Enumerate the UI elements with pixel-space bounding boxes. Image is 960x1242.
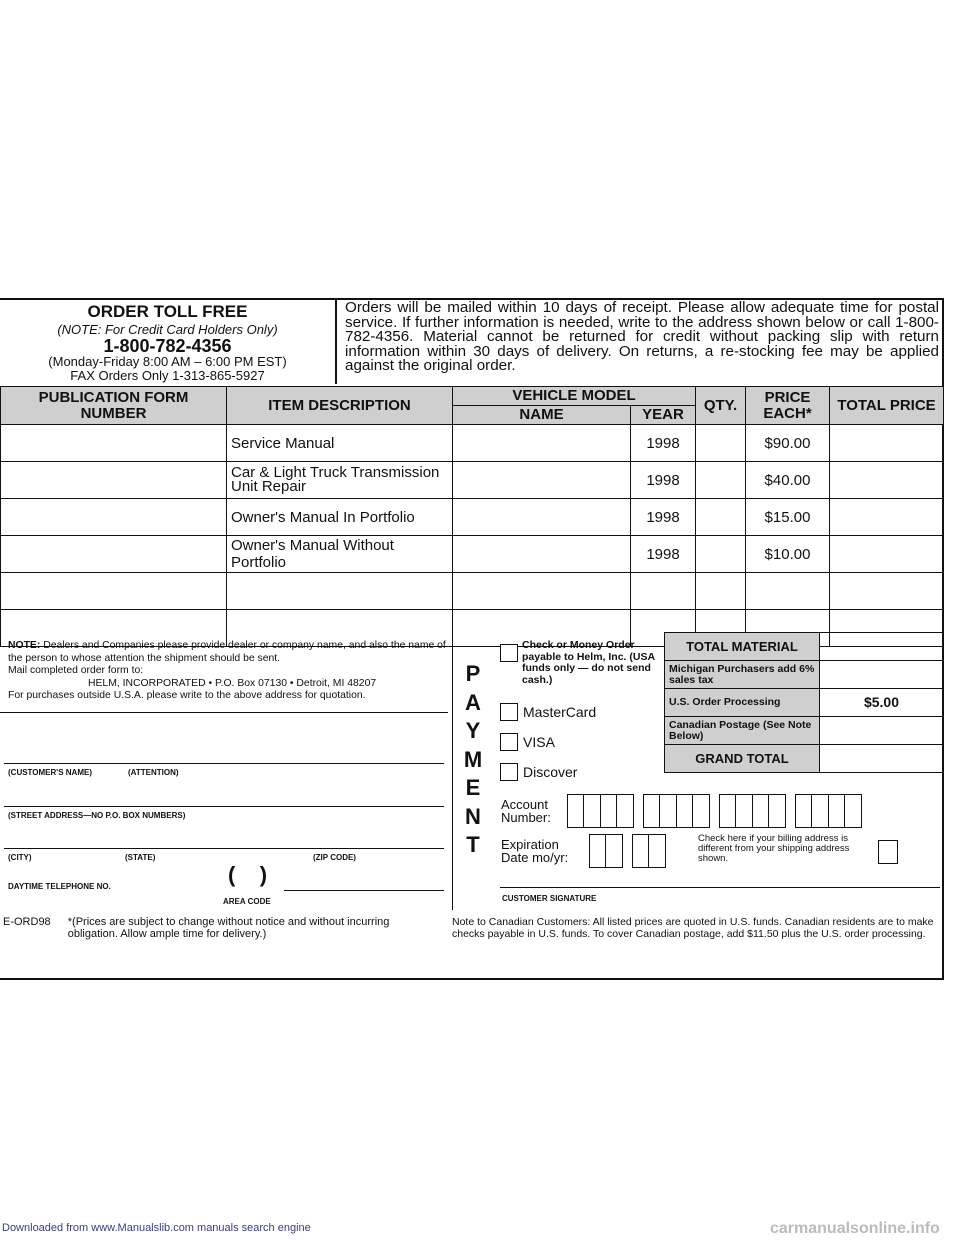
table-row [1, 462, 944, 499]
price-cell: $15.00 [746, 499, 830, 536]
year-cell: 1998 [631, 462, 696, 499]
toll-free-phone: 1-800-782-4356 [103, 336, 232, 356]
item-cell[interactable] [227, 573, 453, 610]
state-caption: (STATE) [125, 853, 156, 862]
phone-line[interactable] [284, 890, 444, 891]
pub-form-cell[interactable] [1, 573, 227, 610]
pub-form-cell[interactable] [1, 462, 227, 499]
visa-option [500, 733, 555, 751]
grand-total-value[interactable] [820, 745, 944, 773]
prices-note: *(Prices are subject to change without notice and without incurring obligation. Allow ample time for delivery.) [67, 916, 390, 940]
name-cell[interactable] [453, 425, 631, 462]
total-cell[interactable] [830, 499, 944, 536]
col-name: NAME [453, 406, 631, 425]
footer-left [3, 916, 443, 940]
qty-cell[interactable] [696, 425, 746, 462]
col-vehicle-model: VEHICLE MODEL [453, 387, 696, 406]
area-code-caption: AREA CODE [223, 897, 271, 906]
price-cell[interactable] [746, 573, 830, 610]
qty-cell[interactable] [696, 536, 746, 573]
account-label: Account Number: [501, 797, 551, 825]
billing-address-note: Check here if your billing address is different from your shipping address shown. [698, 833, 850, 864]
year-cell: 1998 [631, 536, 696, 573]
customer-name-line[interactable] [4, 763, 444, 764]
col-item: ITEM DESCRIPTION [227, 387, 453, 425]
credit-card-note: (NOTE: For Credit Card Holders Only) [57, 322, 278, 337]
expiration-input[interactable] [590, 834, 676, 868]
phone-caption: DAYTIME TELEPHONE NO. [8, 882, 111, 891]
totals-table [664, 632, 944, 773]
billing-address-checkbox[interactable] [878, 840, 898, 864]
qty-cell[interactable] [696, 573, 746, 610]
order-toll-free-title: ORDER TOLL FREE [87, 302, 248, 321]
hours: (Monday-Friday 8:00 AM – 6:00 PM EST) [48, 354, 287, 369]
year-cell[interactable] [631, 573, 696, 610]
item-cell: Owner's Manual In Portfolio [227, 499, 453, 536]
discover-option [500, 763, 577, 781]
mastercard-label: MasterCard [523, 704, 597, 720]
name-cell[interactable] [453, 499, 631, 536]
mastercard-checkbox[interactable] [500, 703, 518, 721]
total-cell[interactable] [830, 573, 944, 610]
total-cell[interactable] [830, 536, 944, 573]
area-code-parens: ( ) [228, 862, 268, 887]
name-cell[interactable] [453, 573, 631, 610]
item-cell: Car & Light Truck Transmission Unit Repair [227, 462, 453, 499]
canadian-note: Note to Canadian Customers: All listed prices are quoted in U.S. funds. Canadian residents are to make checks payable in U.S. funds. To cover Canadian postage, add $11.50 plus the U.S. order processing. [452, 916, 934, 940]
mastercard-option [500, 703, 596, 721]
table-row [1, 425, 944, 462]
shipping-note [8, 640, 448, 703]
year-cell: 1998 [631, 499, 696, 536]
table-row-empty [1, 573, 944, 610]
us-order-value: $5.00 [820, 689, 944, 717]
signature-caption: CUSTOMER SIGNATURE [502, 894, 597, 903]
pub-form-cell[interactable] [1, 425, 227, 462]
note-text: Dealers and Companies please provide dealer or company name, and also the name of the person to whose attention the shipment should be sent. [8, 640, 446, 664]
watermark-bottom: carmanualsonline.info [770, 1220, 940, 1237]
qty-cell[interactable] [696, 499, 746, 536]
city-state-zip-line[interactable] [4, 848, 444, 849]
total-cell[interactable] [830, 462, 944, 499]
payment-letter: Y [465, 718, 481, 743]
visa-checkbox[interactable] [500, 733, 518, 751]
note-label: NOTE: [8, 640, 41, 651]
fax-number: FAX Orders Only 1-313-865-5927 [70, 368, 265, 383]
zip-caption: (ZIP CODE) [313, 853, 356, 862]
grand-total-label: GRAND TOTAL [665, 745, 820, 773]
total-material-label: TOTAL MATERIAL [665, 633, 820, 661]
outside-usa-note: For purchases outside U.S.A. please write to the above address for quotation. [8, 690, 366, 701]
payment-letter: T [466, 832, 480, 857]
price-cell: $10.00 [746, 536, 830, 573]
col-year: YEAR [631, 406, 696, 425]
account-number-input[interactable] [568, 794, 872, 828]
michigan-tax-label: Michigan Purchasers add 6% sales tax [665, 661, 820, 689]
check-label: Check or Money Order payable to Helm, Inc. (USA funds only — do not send cash.) [522, 639, 655, 686]
lower-divider [452, 632, 453, 910]
visa-label: VISA [523, 734, 555, 750]
name-cell[interactable] [453, 536, 631, 573]
payment-letter: A [465, 689, 481, 715]
year-cell: 1998 [631, 425, 696, 462]
pub-form-cell[interactable] [1, 499, 227, 536]
customer-name-caption: (CUSTOMER'S NAME) [8, 768, 92, 777]
payment-letter: P [465, 661, 481, 686]
note-divider [0, 712, 448, 713]
col-total: TOTAL PRICE [830, 387, 944, 425]
michigan-tax-value[interactable] [820, 661, 944, 689]
toll-free-header [0, 300, 337, 384]
expiration-label: Expiration Date mo/yr: [501, 837, 569, 865]
city-caption: (CITY) [8, 853, 32, 862]
item-cell: Service Manual [227, 425, 453, 462]
watermark-top: Downloaded from www.Manualslib.com manuals search engine [2, 1222, 311, 1234]
payment-letter: N [465, 803, 481, 829]
canadian-postage-value[interactable] [820, 717, 944, 745]
discover-checkbox[interactable] [500, 763, 518, 781]
total-cell[interactable] [830, 425, 944, 462]
orders-info: Orders will be mailed within 10 days of receipt. Please allow adequate time for postal service. If further information is needed, write to the address shown below or call 1-800-782-4356. Material cannot be returned for credit without packing slip with return information within 30 days of delivery. On returns, a re-stocking fee may be applied against the original order. [345, 299, 939, 374]
signature-line[interactable] [500, 887, 940, 888]
mail-address: HELM, INCORPORATED • P.O. Box 07130 • Detroit, MI 48207 [88, 677, 377, 689]
mail-instructions: Mail completed order form to: [8, 665, 144, 676]
price-cell: $90.00 [746, 425, 830, 462]
item-cell: Owner's Manual Without Portfolio [227, 536, 453, 573]
col-price: PRICE EACH* [746, 387, 830, 425]
street-address-caption: (STREET ADDRESS—NO P.O. BOX NUMBERS) [8, 811, 186, 820]
payment-letter: M [463, 746, 483, 772]
qty-cell[interactable] [696, 462, 746, 499]
total-material-value[interactable] [820, 633, 944, 661]
pub-form-cell[interactable] [1, 536, 227, 573]
discover-label: Discover [523, 764, 578, 780]
price-cell: $40.00 [746, 462, 830, 499]
col-qty: QTY. [696, 387, 746, 425]
table-row [1, 536, 944, 573]
street-address-line[interactable] [4, 806, 444, 807]
payment-letters [460, 660, 486, 860]
check-option [500, 640, 658, 686]
canadian-postage-label: Canadian Postage (See Note Below) [665, 717, 820, 745]
payment-letter: E [465, 775, 481, 800]
form-code: E-ORD98 [3, 916, 51, 928]
order-table [0, 386, 944, 647]
check-checkbox[interactable] [500, 644, 518, 662]
us-order-label: U.S. Order Processing [665, 689, 820, 717]
table-row [1, 499, 944, 536]
name-cell[interactable] [453, 462, 631, 499]
attention-caption: (ATTENTION) [128, 768, 179, 777]
col-pub-form: PUBLICATION FORM NUMBER [1, 387, 227, 425]
